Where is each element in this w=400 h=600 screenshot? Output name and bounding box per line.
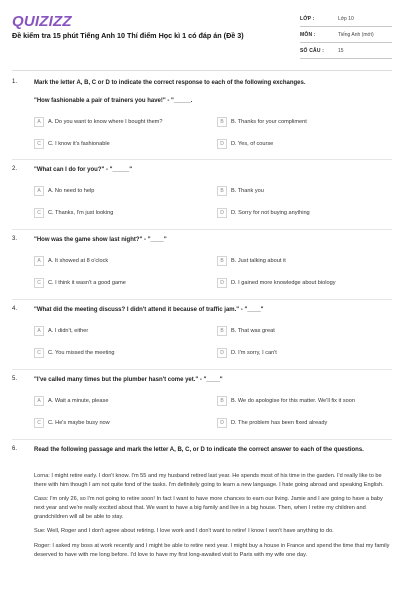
option-c[interactable] (34, 139, 210, 151)
option-label: C. (48, 209, 54, 216)
question-prompt: "What can I do for you?" - "_____" (34, 167, 133, 173)
option-letter-box: D (217, 348, 227, 358)
option-c[interactable] (34, 278, 210, 290)
question-number: 5. (12, 376, 18, 382)
option-text: You missed the meeting (55, 349, 115, 356)
option-label: D. (231, 349, 237, 356)
option-c[interactable] (34, 208, 210, 220)
option-a[interactable] (34, 117, 210, 129)
question-instruction: Mark the letter A, B, C or D to indicate the correct response to each of the following exchanges. (34, 80, 306, 86)
option-label: A. (48, 187, 54, 194)
option-letter-box: D (217, 139, 227, 149)
header-divider (12, 70, 392, 71)
option-text: I'm sorry, I can't (238, 349, 277, 356)
question-instruction: Read the following passage and mark the letter A, B, C, or D to indicate the correct answer to each of the questions. (34, 447, 364, 453)
option-text: That was great (237, 327, 275, 334)
meta-label: SỐ CÂU : (300, 47, 325, 54)
reading-passage (34, 472, 390, 565)
option-text: It showed at 8 o'clock (54, 257, 109, 264)
option-label: D. (231, 279, 237, 286)
question-1 (12, 79, 392, 159)
option-a[interactable] (34, 256, 210, 268)
option-text: Thanks for your compliment (237, 118, 307, 125)
meta-row-subject (300, 27, 392, 43)
option-label: C. (48, 279, 54, 286)
option-letter-box: A (34, 396, 44, 406)
option-b[interactable] (217, 326, 393, 338)
option-b[interactable] (217, 396, 393, 408)
option-label: D. (231, 140, 237, 147)
option-label: B. (231, 327, 237, 334)
question-number: 6. (12, 446, 18, 452)
meta-label: LỚP : (300, 15, 315, 22)
option-c[interactable] (34, 418, 210, 430)
question-number: 1. (12, 79, 18, 85)
option-label: A. (48, 118, 54, 125)
option-text: I know it's fashionable (55, 140, 110, 147)
option-letter-box: B (217, 326, 227, 336)
option-text: I gained more knowledge about biology (238, 279, 336, 286)
option-letter-box: A (34, 326, 44, 336)
option-letter-box: C (34, 348, 44, 358)
option-letter-box: B (217, 396, 227, 406)
option-text: Wait a minute, please (54, 397, 109, 404)
question-6 (12, 446, 392, 470)
question-number: 4. (12, 306, 18, 312)
question-divider (12, 159, 392, 160)
option-a[interactable] (34, 396, 210, 408)
question-prompt: "How was the game show last night?" - "____" (34, 237, 167, 243)
passage-paragraph-sue: Sue: Well, Roger and I don't agree about retiring. I love work and I don't want to retire! I know I won't have anything to do. (34, 528, 334, 535)
option-label: A. (48, 327, 54, 334)
meta-table (300, 11, 392, 59)
meta-label: MÔN : (300, 31, 316, 38)
question-5 (12, 376, 392, 438)
option-a[interactable] (34, 326, 210, 338)
question-2 (12, 166, 392, 228)
option-text: No need to help (54, 187, 95, 194)
question-4 (12, 306, 392, 368)
option-letter-box: C (34, 208, 44, 218)
option-label: A. (48, 397, 54, 404)
meta-value: Lớp 10 (338, 15, 354, 22)
option-d[interactable] (217, 139, 393, 151)
option-b[interactable] (217, 117, 393, 129)
option-label: C. (48, 419, 54, 426)
question-divider (12, 369, 392, 370)
question-prompt: "What did the meeting discuss? I didn't attend it because of traffic jam." - "____" (34, 307, 264, 313)
option-text: The problem has been fixed already (238, 419, 328, 426)
option-label: D. (231, 209, 237, 216)
option-letter-box: D (217, 208, 227, 218)
option-d[interactable] (217, 348, 393, 360)
question-number: 2. (12, 166, 18, 172)
page-title: Đề kiểm tra 15 phút Tiếng Anh 10 Thí điểm Học kì 1 có đáp án (Đề 3) (12, 31, 244, 40)
option-d[interactable] (217, 208, 393, 220)
question-divider (12, 439, 392, 440)
option-letter-box: D (217, 418, 227, 428)
option-d[interactable] (217, 278, 393, 290)
question-divider (12, 229, 392, 230)
option-b[interactable] (217, 256, 393, 268)
option-text: He's maybe busy now (55, 419, 110, 426)
option-label: C. (48, 349, 54, 356)
meta-value: 15 (338, 47, 344, 54)
question-divider (12, 299, 392, 300)
option-letter-box: C (34, 418, 44, 428)
option-d[interactable] (217, 418, 393, 430)
option-text: Do you want to know where I bought them? (54, 118, 163, 125)
option-label: A. (48, 257, 54, 264)
option-c[interactable] (34, 348, 210, 360)
option-letter-box: D (217, 278, 227, 288)
option-text: Thanks, I'm just looking (55, 209, 114, 216)
option-text: I think it wasn't a good game (55, 279, 126, 286)
option-text: Yes, of course (238, 140, 274, 147)
passage-paragraph-lorna: Lorna: I might retire early. I don't know. I'm 55 and my husband retired last year. He spends most of his time in the garden. I'd really like to be there with him though I am not quite fond of the tasks. I'm definitely going to learn a new language. I hate going abroad and speaking English. (34, 473, 384, 488)
option-letter-box: B (217, 186, 227, 196)
option-letter-box: A (34, 256, 44, 266)
option-label: B. (231, 187, 237, 194)
meta-value: Tiếng Anh (mới) (338, 31, 374, 38)
option-a[interactable] (34, 186, 210, 198)
option-text: We do apologise for this matter. We'll fix it soon (237, 397, 355, 404)
option-text: Just talking about it (237, 257, 286, 264)
option-letter-box: A (34, 186, 44, 196)
option-label: B. (231, 397, 237, 404)
option-letter-box: C (34, 278, 44, 288)
meta-row-count (300, 43, 392, 59)
option-letter-box: A (34, 117, 44, 127)
option-letter-box: B (217, 117, 227, 127)
option-label: D. (231, 419, 237, 426)
option-letter-box: B (217, 256, 227, 266)
question-3 (12, 236, 392, 298)
option-label: B. (231, 257, 237, 264)
option-letter-box: C (34, 139, 44, 149)
passage-paragraph-roger: Roger: I asked my boss at work recently and I might be able to retire next year. I might buy a house in France and spend the time that my family deserved to have with me long before. I'd love to have my first long-awaited visit to Paris with my wife one day. (34, 542, 390, 558)
question-number: 3. (12, 236, 18, 242)
option-label: B. (231, 118, 237, 125)
option-text: Sorry for not buying anything (238, 209, 310, 216)
option-label: C. (48, 140, 54, 147)
quizizz-logo: QUIZIZZ (12, 13, 72, 30)
question-prompt: "How fashionable a pair of trainers you have!" - "_____. (34, 98, 193, 104)
question-prompt: "I've called many times but the plumber hasn't come yet." - "____" (34, 377, 223, 383)
passage-paragraph-cass: Cass: I'm only 26, so I'm not going to retire soon! In fact I want to have more chances to earn our living. Jamie and I are going to have a baby next year and we're really excited about that. We want to have a big family and live in a big house. Then, when I retire my children and grandchildren will all be able to stay. (34, 496, 383, 520)
option-text: Thank you (237, 187, 264, 194)
option-text: I didn't, either (54, 327, 89, 334)
option-b[interactable] (217, 186, 393, 198)
meta-row-class (300, 11, 392, 27)
